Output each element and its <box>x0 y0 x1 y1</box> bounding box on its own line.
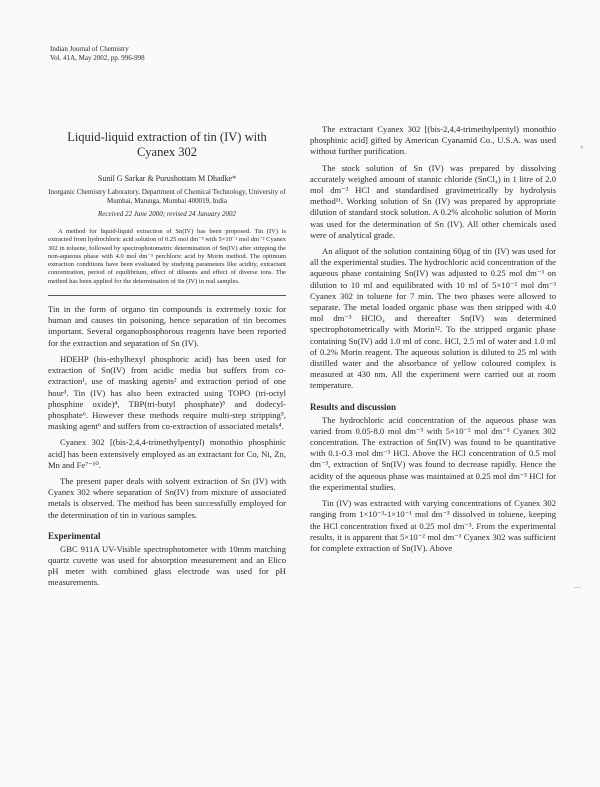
margin-mark-top: » <box>580 143 584 151</box>
right-column <box>310 124 556 559</box>
right-paragraph-4: The hydrochloric acid concentration of the aqueous phase was varied from 0.05-8.0 mol dm⁻³ with 5×10⁻² mol dm⁻³ Cyanex 302 concentration. The extraction of Sn(IV) was found to be quantitative with 0.1-0.3 mol dm⁻³ HCl. Above the HCl concentration of 0.5 mol dm⁻³, extraction of Sn(IV) was found to decrease rapidly. Hence the acidity of the aqueous phase was maintained at 0.25 mol dm⁻³ HCl for the experimental studies. <box>310 414 556 492</box>
right-paragraph-2: The stock solution of Sn (IV) was prepared by dissolving accurately weighed amount of stannic chloride (SnCl₄) in 1 litre of 2.0 mol dm⁻³ HCl and standardised gravimetrically by hydrolysis method¹¹. Working solution of Sn (IV) was prepared by appropriate dilution of standard stock solution. A 0.2% alcoholic solution of Morin was used for the determination of Sn (IV). All other chemicals used were of analytical grade. <box>310 162 556 240</box>
experimental-heading: Experimental <box>48 530 101 541</box>
right-paragraph-3: An aliquot of the solution containing 60μg of tin (IV) was used for all the experimental studies. The hydrochloric acid concentration of the aqueous phase containing Sn(IV) was adjusted to 0.25 mol dm⁻³ on dilution to 10 ml and equilibrated with 10 ml of 5×10⁻² mol dm⁻³ Cyanex 302 in toluene for 7 min. The two phases were allowed to separate. The metal loaded organic phase was then stripped with 4.0 mol dm⁻³ HClO₄ and thereafter Sn(IV) was determined spectrophotometrically with Morin¹². To the stripped organic phase containing Sn(IV) add 1.0 ml of conc. HCl, 2.5 ml of water and 1.0 ml of 0.2% Morin reagent. The aqueous solution is diluted to 25 ml with distilled water and the absorbance of yellow coloured complex is measured at 430 nm. All the experiment were carried out at room temperature. <box>310 246 556 391</box>
affiliation: Inorganic Chemistry Laboratory, Department of Chemical Technology, University of Mumbai, Matunga, Mumbai 400019, India <box>48 188 286 205</box>
article-title: Liquid-liquid extraction of tin (IV) with Cyanex 302 <box>67 130 267 159</box>
received-dates: Received 22 June 2000; revised 24 January 2002 <box>98 210 236 218</box>
abstract: A method for liquid-liquid extraction of Sn(IV) has been proposed. Tin (IV) is extracted from hydrochloric acid solution of 0.25 mol dm⁻³ with 5×10⁻² mol dm⁻³ Cyanex 302 in toluene, followed by spectrophotometric determination of Sn(IV) after stripping the non-aqueous phase with 4.0 mol dm⁻³ perchloric acid by Morin method. The optimum extraction conditions have been evaluated by studying parameters like acidity, extractant concentration, period of equilibrium, effect of diluents and effect of diverse ions. The method has been applied for the determination of Sn (IV) in real samples. <box>48 228 286 285</box>
authors: Sunil G Sarkar & Purushottam M Dhadke* <box>97 174 237 183</box>
journal-header <box>50 45 145 63</box>
experimental-paragraph-1: GBC 911A UV-Visible spectrophotometer with 10mm matching quartz cuvette was used for absorption measurement and an Elico pH meter with combined glass electrode was used for pH measurements. <box>48 543 286 588</box>
journal-volume: Vol. 41A, May 2002, pp. 996-998 <box>50 54 145 62</box>
margin-mark-bottom: — <box>574 583 581 591</box>
intro-paragraph-1: Tin in the form of organo tin compounds is extremely toxic for human and causes tin poisoning, hence separation of tin becomes important. Several organophosphorous reagents have been reported for the extraction and separation of Sn (IV). <box>48 304 286 348</box>
left-column <box>48 118 286 594</box>
results-heading: Results and discussion <box>310 401 397 412</box>
journal-name: Indian Journal of Chemistry <box>50 45 129 53</box>
intro-paragraph-4: The present paper deals with solvent extraction of Sn (IV) with Cyanex 302 where separation of Sn(IV) from mixture of associated metals is observed. The method has been successfully employed for the determination of tin in various samples. <box>48 475 286 520</box>
abstract-divider <box>48 295 286 296</box>
intro-paragraph-3: Cyanex 302 [(bis-2,4,4-trimethylpentyl) monothio phosphinic acid] has been extensively employed as an extractant for Co, Ni, Zn, Mn and Fe⁷⁻¹⁰. <box>48 437 286 470</box>
right-paragraph-5: Tin (IV) was extracted with varying concentrations of Cyanex 302 ranging from 1×10⁻³-1×10⁻¹ mol dm⁻³ dissolved in toluene, keeping the HCl concentration fixed at 0.25 mol dm⁻³. From the experimental results, it is apparent that 5×10⁻² mol dm⁻³ Cyanex 302 was sufficient for complete extraction of Sn(IV). Above <box>310 498 556 553</box>
right-paragraph-1: The extractant Cyanex 302 [(bis-2,4,4-trimethylpentyl) monothio phosphinic acid] gifted by American Cyanamid Co., U.S.A. was used without further purification. <box>310 124 556 157</box>
intro-paragraph-2: HDEHP (bis-ethylhexyl phosphoric acid) has been used for extraction of Sn(IV) from acidic media but suffers from co-extraction¹, use of masking agents² and extraction period of one hour³. Tin (IV) has also been extracted using TOPO (tri-octyl phosphine oxide)⁴, TBP(tri-butyl phosphate)⁵ and dodecyl-phosphate⁶. However these methods require multi-step stripping⁵, masking agent⁶ and suffers from co-extraction of associated metals⁴. <box>48 353 286 432</box>
